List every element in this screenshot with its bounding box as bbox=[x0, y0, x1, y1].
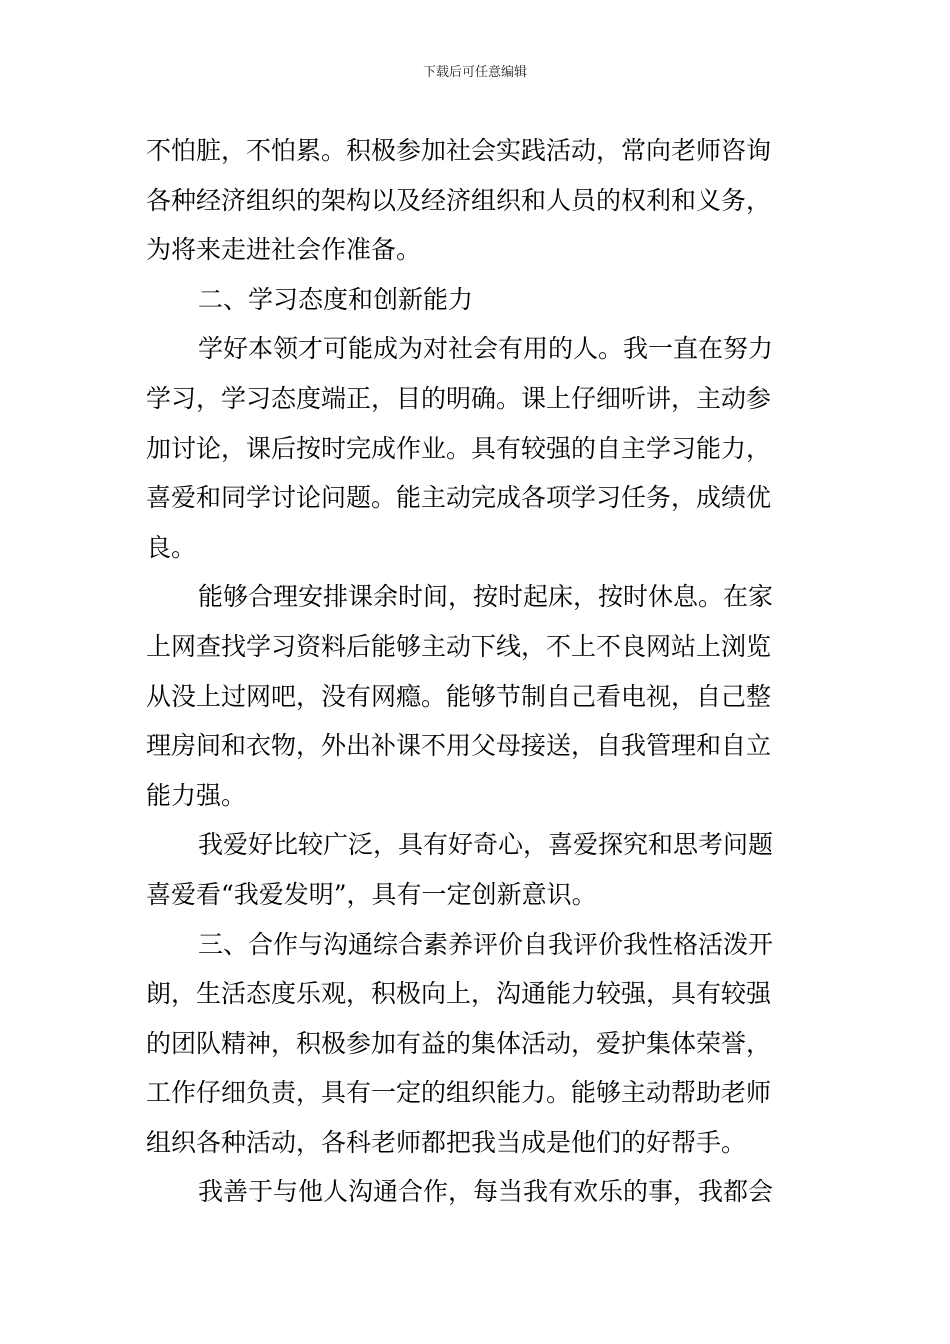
text-line: 加讨论，课后按时完成作业。具有较强的自主学习能力， bbox=[146, 433, 772, 463]
text-line: 我善于与他人沟通合作，每当我有欢乐的事，我都会 bbox=[198, 1177, 774, 1207]
text-line: 各种经济组织的架构以及经济组织和人员的权利和义务， bbox=[146, 185, 772, 215]
text-line: 能够合理安排课余时间，按时起床，按时休息。在家 bbox=[198, 582, 774, 612]
text-line: 学好本领才可能成为对社会有用的人。我一直在努力 bbox=[198, 334, 774, 364]
text-line: 组织各种活动，各科老师都把我当成是他们的好帮手。 bbox=[146, 1127, 747, 1157]
section-heading: 三、合作与沟通综合素养评价自我评价我性格活泼开 bbox=[198, 929, 774, 959]
text-line: 喜爱看“我爱发明”，具有一定创新意识。 bbox=[146, 879, 597, 909]
text-line: 喜爱和同学讨论问题。能主动完成各项学习任务，成绩优 bbox=[146, 483, 772, 513]
text-line: 能力强。 bbox=[146, 780, 247, 810]
text-line: 从没上过网吧，没有网瘾。能够节制自己看电视，自己整 bbox=[146, 681, 772, 711]
text-line: 学习，学习态度端正，目的明确。课上仔细听讲，主动参 bbox=[146, 383, 772, 413]
text-line: 上网查找学习资料后能够主动下线，不上不良网站上浏览 bbox=[146, 631, 772, 661]
page-header: 下载后可任意编辑 bbox=[422, 65, 527, 80]
text-line: 工作仔细负责，具有一定的组织能力。能够主动帮助老师 bbox=[146, 1078, 772, 1108]
text-line: 良。 bbox=[146, 532, 197, 562]
text-line: 为将来走进社会作准备。 bbox=[146, 235, 422, 265]
text-line: 的团队精神，积极参加有益的集体活动，爱护集体荣誉， bbox=[146, 1028, 772, 1058]
document-body bbox=[146, 126, 810, 1217]
text-line: 理房间和衣物，外出补课不用父母接送，自我管理和自立 bbox=[146, 731, 772, 761]
text-line: 不怕脏，不怕累。积极参加社会实践活动，常向老师咨询 bbox=[146, 136, 772, 165]
text-line: 朗，生活态度乐观，积极向上，沟通能力较强，具有较强 bbox=[146, 979, 772, 1009]
section-heading: 二、学习态度和创新能力 bbox=[198, 284, 474, 314]
text-line: 我爱好比较广泛，具有好奇心，喜爱探究和思考问题 bbox=[198, 830, 774, 860]
